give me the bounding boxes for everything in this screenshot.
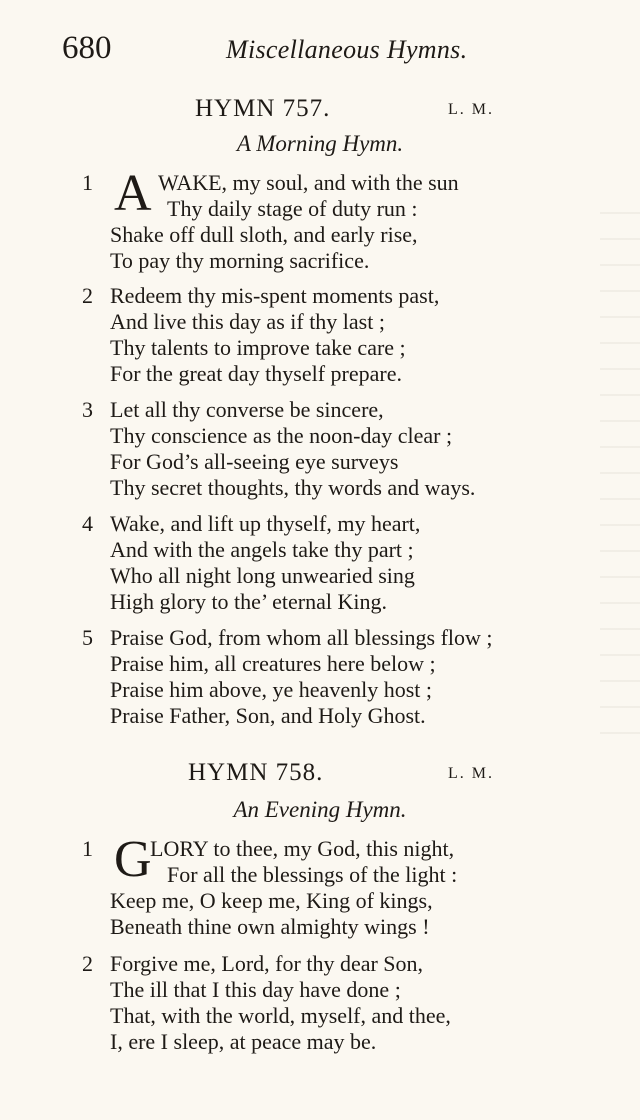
running-head [62, 28, 622, 68]
verse-line: Who all night long unwearied sing [110, 563, 415, 588]
verse-line: Redeem thy mis-spent moments past, [110, 283, 440, 308]
verse-line: Let all thy converse be sincere, [110, 397, 384, 422]
verse-line: Keep me, O keep me, King of kings, [110, 888, 433, 913]
hymn-757-heading [0, 94, 640, 124]
verse-line: I, ere I sleep, at peace may be. [110, 1029, 377, 1054]
verse-line: Praise him, all creatures here below ; [110, 651, 436, 676]
verse-line: WAKE, my soul, and with the sun [158, 170, 459, 195]
verse-number: 2 [82, 951, 93, 976]
hymn-subtitle: An Evening Hymn. [233, 797, 407, 822]
verse-line: Wake, and lift up thyself, my heart, [110, 511, 421, 536]
hymn-meter: L. M. [448, 765, 494, 782]
hymn-subtitle: A Morning Hymn. [236, 131, 404, 156]
drop-capital: G [114, 831, 152, 888]
verse-line: Beneath thine own almighty wings ! [110, 914, 430, 939]
verse-line: High glory to the’ eternal King. [110, 589, 387, 614]
verse-number: 5 [82, 625, 93, 650]
verse-number: 4 [82, 511, 93, 536]
verse-line: For God’s all-seeing eye surveys [110, 449, 399, 474]
verse-line: To pay thy morning sacrifice. [110, 248, 370, 273]
hymn-number: HYMN 758. [188, 759, 324, 786]
verse-line: Praise him above, ye heavenly host ; [110, 677, 432, 702]
verse-number: 1 [82, 170, 93, 195]
verse-line: Thy secret thoughts, thy words and ways. [110, 475, 476, 500]
verse-line: For the great day thyself prepare. [110, 361, 402, 386]
verse-line: LORY to thee, my God, this night, [150, 836, 455, 861]
verse-line: The ill that I this day have done ; [110, 977, 401, 1002]
verse-line: Thy daily stage of duty run : [167, 196, 418, 221]
page-number: 680 [62, 30, 112, 66]
hymn-758-heading [0, 758, 640, 788]
hymn-number: HYMN 757. [195, 95, 331, 122]
verse-number: 3 [82, 397, 93, 422]
verse-line: Forgive me, Lord, for thy dear Son, [110, 951, 424, 976]
verse-line: Praise Father, Son, and Holy Ghost. [110, 703, 426, 728]
hymn-meter: L. M. [448, 101, 494, 118]
verse-line: For all the blessings of the light : [167, 862, 458, 887]
running-title: Miscellaneous Hymns. [226, 35, 468, 64]
verse-line: And live this day as if thy last ; [110, 309, 385, 334]
verse-line: And with the angels take thy part ; [110, 537, 414, 562]
verse-line: Thy conscience as the noon-day clear ; [110, 423, 453, 448]
verse-line: Shake off dull sloth, and early rise, [110, 222, 418, 247]
drop-capital: A [114, 165, 152, 222]
verse-number: 1 [82, 836, 93, 861]
verse-line: That, with the world, myself, and thee, [110, 1003, 451, 1028]
verse-line: Thy talents to improve take care ; [110, 335, 406, 360]
verse-number: 2 [82, 283, 93, 308]
verse-line: Praise God, from whom all blessings flow ; [110, 625, 493, 650]
